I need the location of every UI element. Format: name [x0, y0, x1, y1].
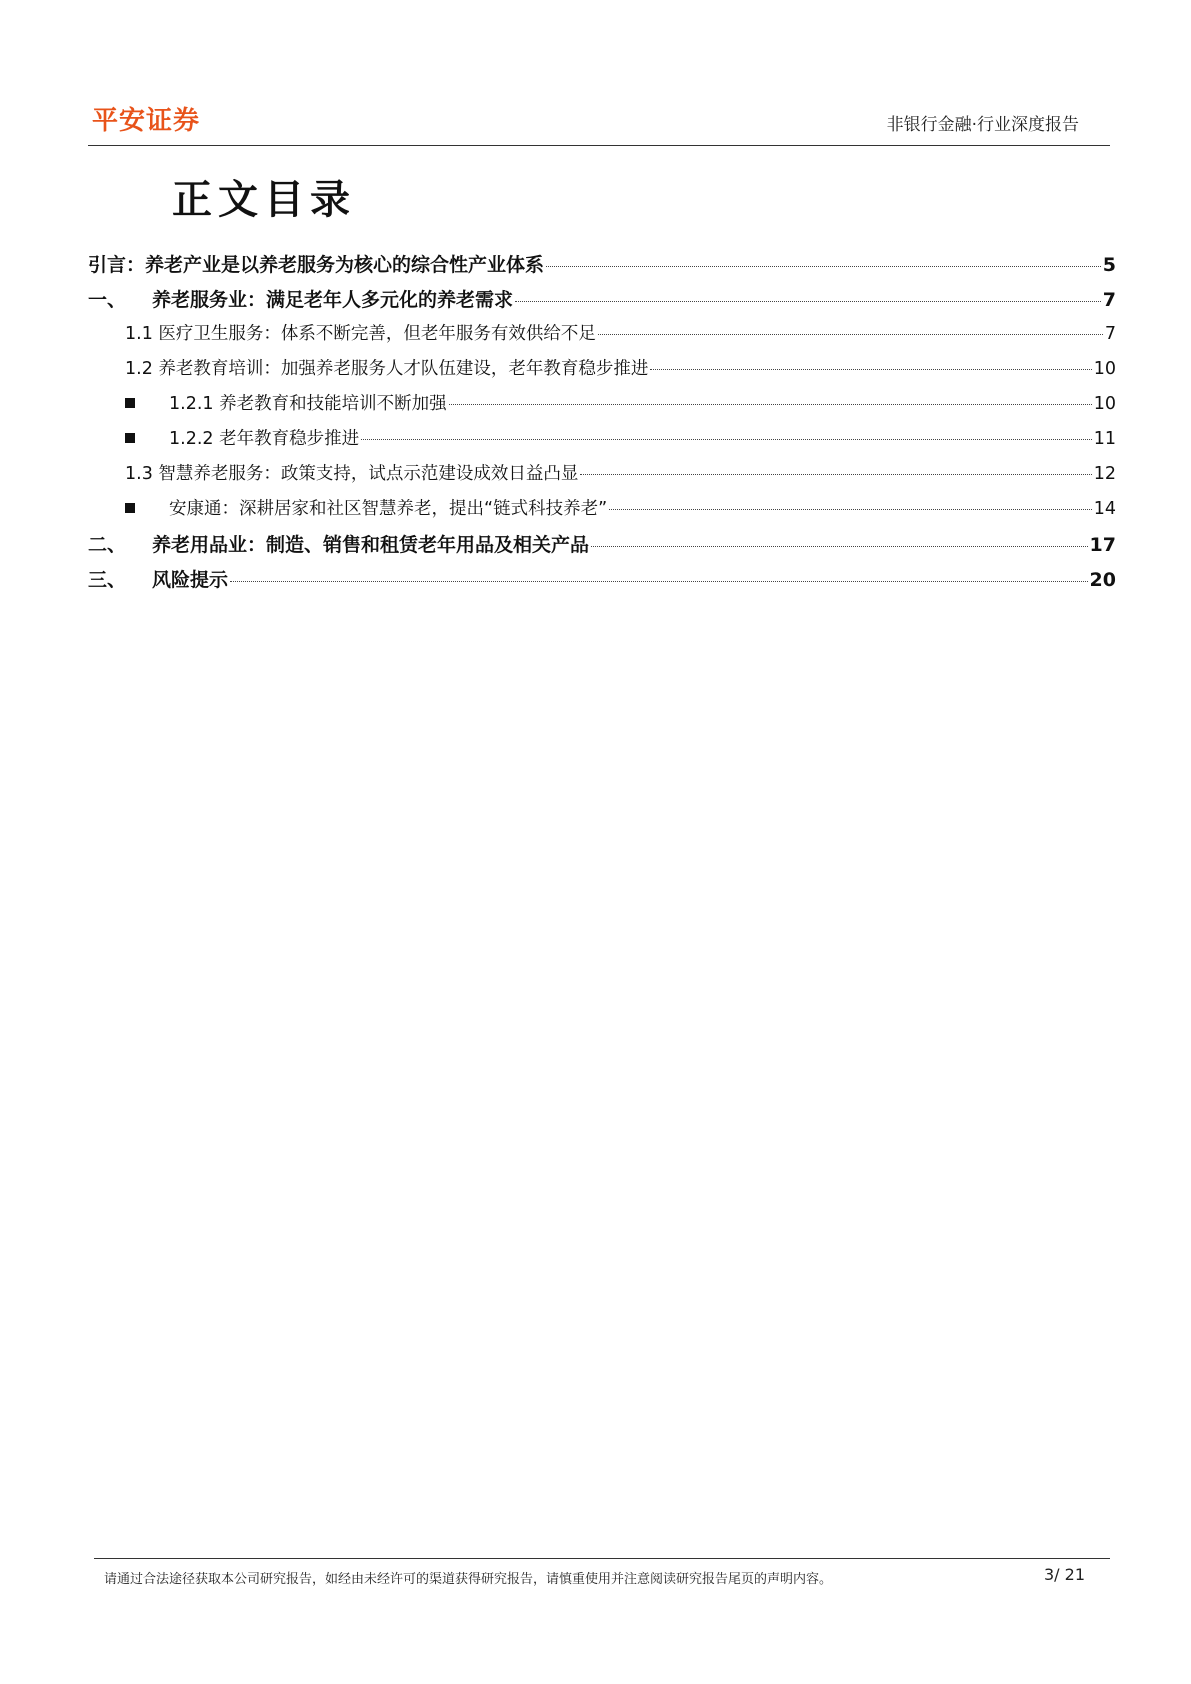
dot-leader — [449, 403, 1092, 405]
toc-entry-title: 1.2.2 老年教育稳步推进 — [169, 429, 360, 449]
square-bullet-icon — [125, 398, 135, 408]
toc-entry-page: 10 — [1093, 394, 1116, 414]
dot-leader — [361, 438, 1092, 440]
toc-entry-1-2[interactable] — [88, 355, 1116, 385]
toc-entry-number: 三、 — [88, 569, 127, 591]
header-divider — [88, 145, 1110, 146]
dot-leader — [609, 508, 1092, 510]
toc-entry-page: 7 — [1102, 289, 1116, 311]
toc-entry-number: 一、 — [88, 289, 127, 311]
toc-entry-section-1[interactable] — [88, 285, 1116, 315]
dot-leader — [515, 300, 1101, 302]
toc-entry-title: 养老用品业：制造、销售和租赁老年用品及相关产品 — [152, 534, 590, 556]
page-number: 3/ 21 — [1043, 1565, 1085, 1584]
toc-entry-page: 10 — [1093, 359, 1116, 379]
dot-leader — [546, 265, 1101, 267]
toc-entry-section-2[interactable] — [88, 530, 1116, 560]
toc-entry-title: 风险提示 — [152, 569, 229, 591]
toc-entry-page: 17 — [1089, 534, 1116, 556]
toc-entry-page: 20 — [1089, 569, 1116, 591]
square-bullet-icon — [125, 503, 135, 513]
dot-leader — [598, 333, 1103, 335]
toc-entry-page: 11 — [1093, 429, 1116, 449]
toc-entry-title: 1.1 医疗卫生服务：体系不断完善，但老年服务有效供给不足 — [125, 324, 596, 344]
toc-entry-page: 12 — [1093, 464, 1116, 484]
square-bullet-icon — [125, 433, 135, 443]
toc-entry-title: 1.3 智慧养老服务：政策支持，试点示范建设成效日益凸显 — [125, 464, 579, 484]
toc-entry-1-3[interactable] — [88, 460, 1116, 490]
dot-leader — [230, 580, 1088, 582]
company-logo: 平安证券 — [92, 106, 201, 136]
toc-entry-page: 5 — [1102, 254, 1116, 276]
toc-entry-section-3[interactable] — [88, 565, 1116, 595]
toc-entry-1-2-1[interactable] — [88, 390, 1116, 420]
toc-entry-title: 安康通：深耕居家和社区智慧养老，提出“链式科技养老” — [169, 499, 608, 519]
dot-leader — [580, 473, 1091, 475]
toc-entry-title: 1.2.1 养老教育和技能培训不断加强 — [169, 394, 447, 414]
toc-entry-1-1[interactable] — [88, 320, 1116, 350]
toc-entry-title: 引言：养老产业是以养老服务为核心的综合性产业体系 — [88, 254, 545, 276]
toc-entry-title: 养老服务业：满足老年人多元化的养老需求 — [152, 289, 514, 311]
toc-title: 正文目录 — [172, 177, 356, 223]
footer-divider — [94, 1558, 1110, 1559]
dot-leader — [650, 368, 1091, 370]
toc-entry-ankangtong[interactable] — [88, 495, 1116, 525]
dot-leader — [591, 545, 1088, 547]
toc-entry-1-2-2[interactable] — [88, 425, 1116, 455]
toc-entry-page: 14 — [1093, 499, 1116, 519]
footer-disclaimer: 请通过合法途径获取本公司研究报告，如经由未经许可的渠道获得研究报告，请慎重使用并注意阅读研究报告尾页的声明内容。 — [104, 1572, 833, 1587]
toc-entry-page: 7 — [1104, 324, 1116, 344]
report-type: 非银行金融·行业深度报告 — [886, 115, 1079, 135]
toc-entry-intro[interactable] — [88, 250, 1116, 280]
toc-entry-title: 1.2 养老教育培训：加强养老服务人才队伍建设，老年教育稳步推进 — [125, 359, 649, 379]
toc-entry-number: 二、 — [88, 534, 127, 556]
